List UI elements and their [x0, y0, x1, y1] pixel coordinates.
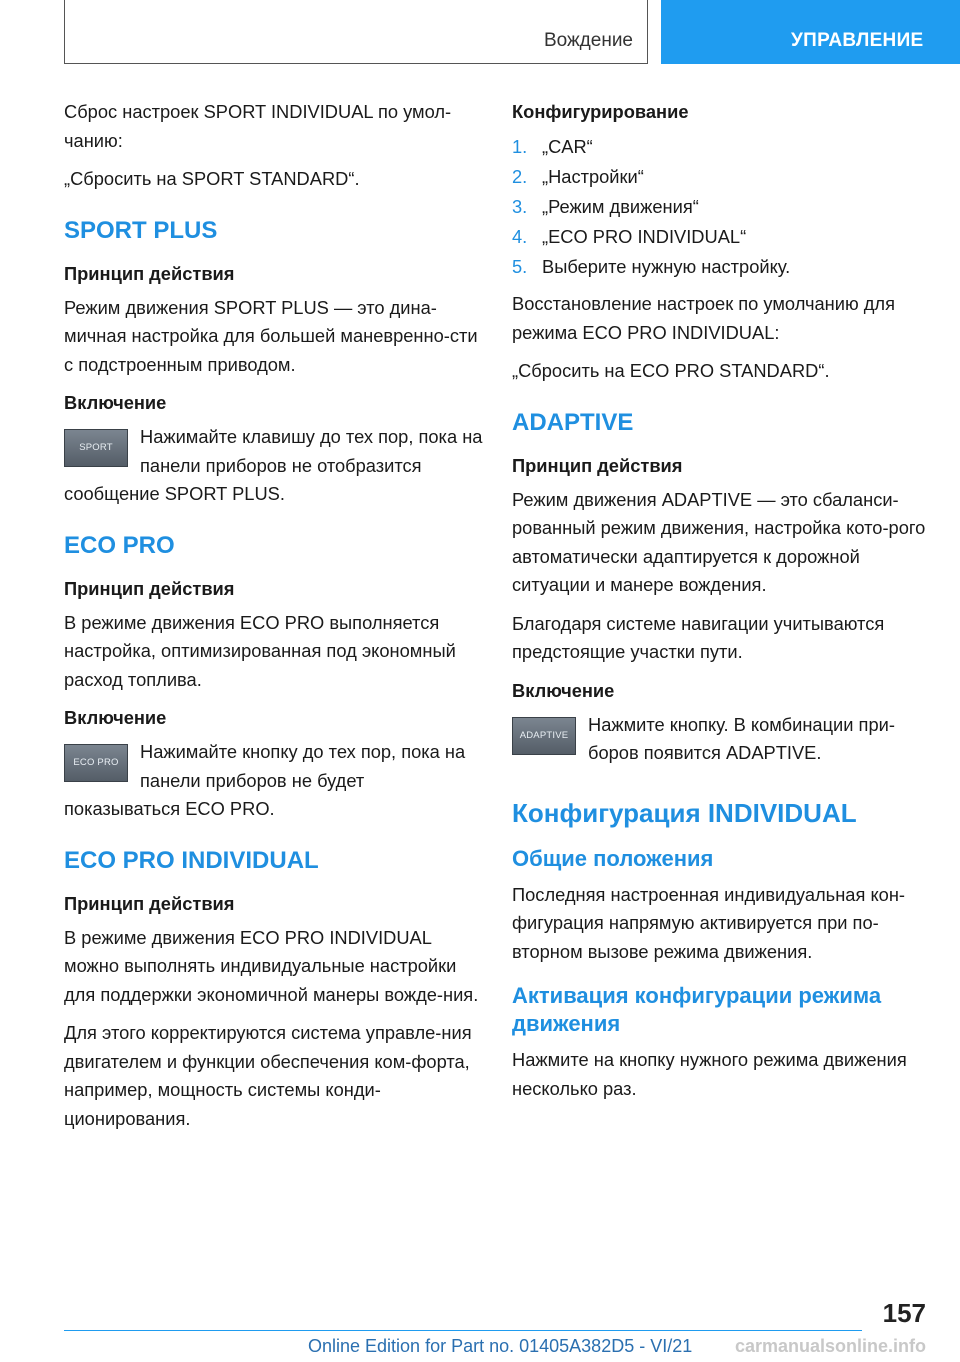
adaptive-enable-text: Нажмите кнопку. В комбинации при‐боров появится ADAPTIVE. [588, 713, 895, 763]
general-text: Последняя настроенная индивидуальная кон‐фигурация напрямую активируется при по‐вторном вызове режима движения. [512, 883, 906, 962]
subheading-enable: Включение [512, 679, 615, 701]
eco-pro-individual-text-2: Для этого корректируются система управле‐ния двигателем и функции обеспечения ком‐форта, например, мощность системы конди‐ционирования. [64, 1022, 472, 1129]
eco-pro-individual-text-1: В режиме движения ECO PRO INDIVIDUAL можно выполнять индивидуальные настройки для поддержки экономичной манеры вожде‐ния. [64, 926, 479, 1005]
watermark: carmanualsonline.info [734, 1336, 926, 1356]
eco-pro-enable-block [64, 738, 484, 824]
right-column [512, 98, 932, 1113]
header-chapter-tab [661, 0, 960, 64]
heading-activate-config: Активация конфигурации режима движения [512, 983, 882, 1036]
list-item: 4. „ECO PRO INDIVIDUAL“ [512, 226, 747, 247]
sport-enable-text: Нажимайте клавишу до тех пор, пока на панели приборов не отобразится сообщение SPORT PLUS. [64, 426, 483, 504]
subheading-principle: Принцип действия [64, 262, 235, 284]
eco-pro-principle-text: В режиме движения ECO PRO выполняется настройка, оптимизированная под экономный расход топлива. [64, 611, 456, 690]
adaptive-enable-block [512, 711, 932, 771]
subheading-config: Конфигурирование [512, 101, 689, 122]
subheading-enable: Включение [64, 707, 167, 728]
heading-general: Общие положения [512, 845, 714, 871]
config-reset-value: „Сбросить на ECO PRO STANDARD“. [512, 360, 830, 381]
eco-pro-enable-text: Нажимайте кнопку до тех пор, пока на панели приборов не будет показываться ECO PRO. [64, 741, 466, 819]
heading-adaptive: ADAPTIVE [512, 408, 634, 436]
list-item: 2. „Настройки“ [512, 166, 644, 187]
header-chapter-label: УПРАВЛЕНИЕ [791, 30, 924, 51]
list-item: 1. „CAR“ [512, 136, 593, 157]
subheading-principle: Принцип действия [512, 454, 683, 476]
config-reset-text: Восстановление настроек по умолчанию для режима ECO PRO INDIVIDUAL: [512, 293, 895, 343]
heading-eco-pro-individual: ECO PRO INDIVIDUAL [64, 846, 319, 874]
sport-plus-principle-text: Режим движения SPORT PLUS — это дина‐мичная настройка для большей маневренно‐сти с подстроенным приводом. [64, 296, 478, 375]
config-steps-list [512, 132, 932, 282]
header-section-tab [64, 0, 648, 64]
heading-eco-pro: ECO PRO [64, 531, 175, 559]
intro-text: Сброс настроек SPORT INDIVIDUAL по умол‐чанию: [64, 101, 452, 151]
sport-enable-block [64, 423, 484, 509]
subheading-principle: Принцип действия [64, 577, 235, 599]
eco-pro-button-image: ECO PRO [64, 744, 128, 782]
heading-sport-plus: SPORT PLUS [64, 216, 218, 244]
footer-edition: Online Edition for Part no. 01405A382D5 - VI/21 [308, 1336, 693, 1356]
left-column [64, 98, 484, 1143]
page-number: 157 [882, 1298, 926, 1328]
intro-reset-value: „Сбросить на SPORT STANDARD“. [64, 168, 360, 189]
list-item: 5. Выберите нужную настройку. [512, 256, 791, 277]
list-item: 3. „Режим движения“ [512, 196, 699, 217]
activate-text: Нажмите на кнопку нужного режима движения несколько раз. [512, 1049, 907, 1099]
subheading-principle: Принцип действия [64, 892, 235, 914]
footer-divider [64, 1330, 862, 1331]
adaptive-text-2: Благодаря системе навигации учитываются предстоящие участки пути. [512, 612, 885, 662]
subheading-enable: Включение [64, 392, 167, 413]
adaptive-text-1: Режим движения ADAPTIVE — это сбаланси‐рованный режим движения, настройка кото‐рого автоматически адаптируется к дорожной ситуации и манере вождения. [512, 488, 926, 595]
heading-individual-config: Конфигурация INDIVIDUAL [512, 797, 857, 828]
sport-button-image: SPORT [64, 429, 128, 467]
header-section-label: Вождение [543, 30, 633, 51]
adaptive-button-image: ADAPTIVE [512, 717, 576, 755]
